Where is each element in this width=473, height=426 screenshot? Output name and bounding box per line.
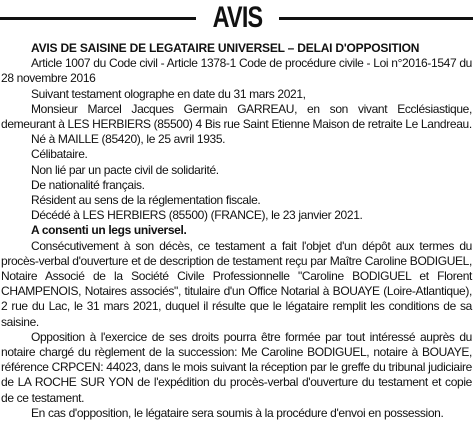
opposition-paragraph: Opposition à l'exercice de ses droits pourra être formée par tout intéressé auprès du notaire chargé du règlement de la succession: Me Caroline BODIGUEL, notaire à BOUAYE, référence CRPCEN: 44023, dans le mois suivant la réception par le greffe du tribunal judiciaire de LA ROCHE SUR YON de l'expédition du procès-verbal d'ouverture du testament et copie de ce testament.: [1, 329, 472, 405]
notice-banner: [0, 0, 473, 36]
fiscal-residence: Résident au sens de la réglementation fiscale.: [31, 193, 261, 208]
notice-heading: AVIS DE SAISINE DE LEGATAIRE UNIVERSEL – DELAI D'OPPOSITION: [31, 41, 420, 55]
banner-rule-right: [279, 17, 473, 20]
banner-rule-left: [0, 17, 196, 20]
nationality: De nationalité français.: [31, 177, 145, 192]
legal-references: Article 1007 du Code civil - Article 1378-1 Code de procédure civile - Loi n°2016-1547 du 28 novembre 2016: [1, 56, 472, 86]
birth-info: Né à MAILLE (85420), le 25 avril 1935.: [31, 132, 226, 147]
notice-body: [1, 41, 472, 421]
banner-title: AVIS: [212, 1, 263, 34]
universal-legacy: A consenti un legs universel.: [31, 223, 187, 238]
marital-status: Célibataire.: [31, 147, 88, 162]
deposit-paragraph: Consécutivement à son décès, ce testament a fait l'objet d'un dépôt aux termes du procès-verbal d'ouverture et de description de testament reçu par Maître Caroline BODIGUEL, Notaire Associé de la Société Civile Professionnelle "Caroline BODIGUEL et Florent CHAMPENOIS, Notaires associés", titulaire d'un Office Notarial à BOUAYE (Loire-Atlantique), 2 rue du Lac, le 31 mars 2021, duquel il résulte que le légataire remplit les conditions de sa saisine.: [1, 238, 472, 329]
deceased-identity: Monsieur Marcel Jacques Germain GARREAU, en son vivant Ecclésiastique, demeurant à LES HERBIERS (85500) 4 Bis rue Saint Etienne Maison de retraite Le Landreau.: [1, 101, 472, 132]
death-info: Décédé à LES HERBIERS (85500) (FRANCE), le 23 janvier 2021.: [31, 208, 363, 223]
pacs-status: Non lié par un pacte civil de solidarité.: [31, 162, 219, 177]
testament-date: Suivant testament olographe en date du 31 mars 2021,: [31, 86, 306, 101]
closing-paragraph: En cas d'opposition, le légataire sera soumis à la procédure d'envoi en possession.: [31, 405, 444, 420]
